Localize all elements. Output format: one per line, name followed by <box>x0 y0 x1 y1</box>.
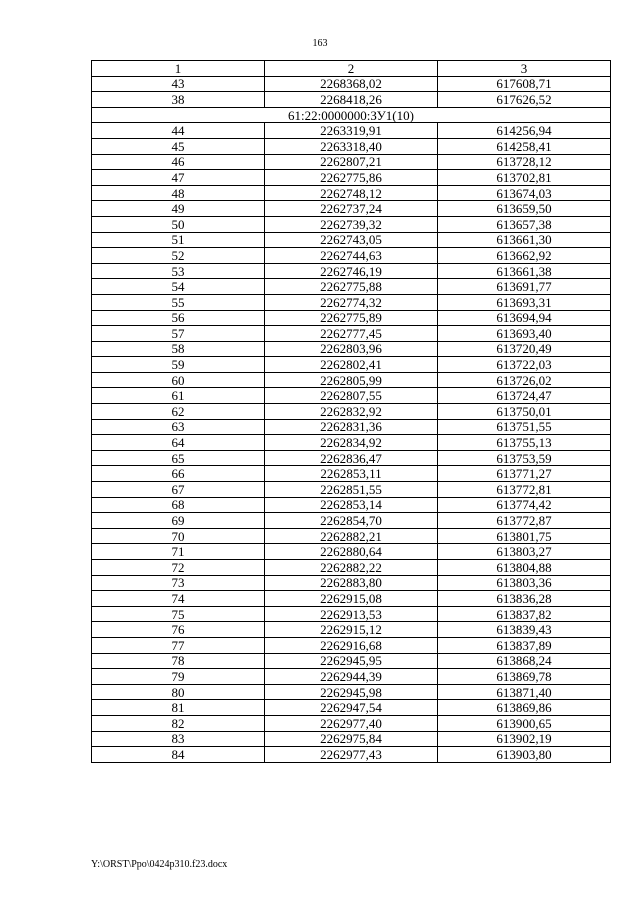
x-coordinate-cell: 2263318,40 <box>265 138 438 154</box>
table-row <box>92 123 611 139</box>
x-coordinate-cell: 2262746,19 <box>265 263 438 279</box>
x-coordinate-cell: 2262916,68 <box>265 637 438 653</box>
point-number-cell: 56 <box>92 310 265 326</box>
x-coordinate-cell: 2262853,14 <box>265 497 438 513</box>
y-coordinate-cell: 613693,31 <box>438 294 611 310</box>
point-number-cell: 68 <box>92 497 265 513</box>
y-coordinate-cell: 613750,01 <box>438 404 611 420</box>
point-number-cell: 59 <box>92 357 265 373</box>
point-number-cell: 52 <box>92 248 265 264</box>
point-number-cell: 79 <box>92 669 265 685</box>
y-coordinate-cell: 613772,81 <box>438 482 611 498</box>
point-number-cell: 74 <box>92 591 265 607</box>
x-coordinate-cell: 2262853,11 <box>265 466 438 482</box>
table-row <box>92 482 611 498</box>
y-coordinate-cell: 613661,30 <box>438 232 611 248</box>
point-number-cell: 65 <box>92 450 265 466</box>
y-coordinate-cell: 613900,65 <box>438 715 611 731</box>
y-coordinate-cell: 613801,75 <box>438 528 611 544</box>
x-coordinate-cell: 2268418,26 <box>265 92 438 108</box>
x-coordinate-cell: 2262913,53 <box>265 606 438 622</box>
x-coordinate-cell: 2263319,91 <box>265 123 438 139</box>
point-number-cell: 43 <box>92 76 265 92</box>
x-coordinate-cell: 2262807,21 <box>265 154 438 170</box>
x-coordinate-cell: 2262977,40 <box>265 715 438 731</box>
y-coordinate-cell: 613804,88 <box>438 560 611 576</box>
point-number-cell: 81 <box>92 700 265 716</box>
table-row <box>92 138 611 154</box>
table-row <box>92 669 611 685</box>
y-coordinate-cell: 613694,94 <box>438 310 611 326</box>
y-coordinate-cell: 613772,87 <box>438 513 611 529</box>
point-number-cell: 72 <box>92 560 265 576</box>
x-coordinate-cell: 2262774,32 <box>265 294 438 310</box>
y-coordinate-cell: 613902,19 <box>438 731 611 747</box>
x-coordinate-cell: 2262915,12 <box>265 622 438 638</box>
coordinates-table <box>91 60 611 763</box>
x-coordinate-cell: 2262915,08 <box>265 591 438 607</box>
y-coordinate-cell: 613755,13 <box>438 435 611 451</box>
y-coordinate-cell: 613693,40 <box>438 326 611 342</box>
table-row <box>92 404 611 420</box>
table-row <box>92 606 611 622</box>
point-number-cell: 49 <box>92 201 265 217</box>
point-number-cell: 62 <box>92 404 265 420</box>
x-coordinate-cell: 2262945,98 <box>265 684 438 700</box>
file-path-footer: Y:\ORST\Ppo\0424p310.f23.docx <box>91 859 228 870</box>
point-number-cell: 83 <box>92 731 265 747</box>
table-row <box>92 341 611 357</box>
x-coordinate-cell: 2262777,45 <box>265 326 438 342</box>
y-coordinate-cell: 613903,80 <box>438 747 611 763</box>
table-row <box>92 263 611 279</box>
y-coordinate-cell: 613751,55 <box>438 419 611 435</box>
point-number-cell: 54 <box>92 279 265 295</box>
table-row <box>92 684 611 700</box>
x-coordinate-cell: 2262882,22 <box>265 560 438 576</box>
point-number-cell: 51 <box>92 232 265 248</box>
point-number-cell: 58 <box>92 341 265 357</box>
table-row <box>92 232 611 248</box>
table-row <box>92 715 611 731</box>
x-coordinate-cell: 2262882,21 <box>265 528 438 544</box>
x-coordinate-cell: 2262739,32 <box>265 216 438 232</box>
point-number-cell: 63 <box>92 419 265 435</box>
page-number: 163 <box>312 38 328 49</box>
table-body <box>92 76 611 762</box>
table-row <box>92 575 611 591</box>
point-number-cell: 70 <box>92 528 265 544</box>
table-header-row <box>92 61 611 77</box>
table-row <box>92 591 611 607</box>
x-coordinate-cell: 2262743,05 <box>265 232 438 248</box>
y-coordinate-cell: 613728,12 <box>438 154 611 170</box>
table-row <box>92 622 611 638</box>
point-number-cell: 77 <box>92 637 265 653</box>
point-number-cell: 47 <box>92 170 265 186</box>
y-coordinate-cell: 613837,82 <box>438 606 611 622</box>
y-coordinate-cell: 613659,50 <box>438 201 611 217</box>
point-number-cell: 73 <box>92 575 265 591</box>
x-coordinate-cell: 2262883,80 <box>265 575 438 591</box>
section-label: 61:22:0000000:ЗУ1(10) <box>92 107 611 123</box>
x-coordinate-cell: 2262836,47 <box>265 450 438 466</box>
y-coordinate-cell: 613661,38 <box>438 263 611 279</box>
point-number-cell: 53 <box>92 263 265 279</box>
y-coordinate-cell: 613724,47 <box>438 388 611 404</box>
table-row <box>92 560 611 576</box>
point-number-cell: 76 <box>92 622 265 638</box>
y-coordinate-cell: 613871,40 <box>438 684 611 700</box>
table-row <box>92 388 611 404</box>
table-row <box>92 310 611 326</box>
y-coordinate-cell: 613839,43 <box>438 622 611 638</box>
point-number-cell: 45 <box>92 138 265 154</box>
x-coordinate-cell: 2262807,55 <box>265 388 438 404</box>
table-row <box>92 653 611 669</box>
y-coordinate-cell: 613774,42 <box>438 497 611 513</box>
y-coordinate-cell: 614256,94 <box>438 123 611 139</box>
point-number-cell: 84 <box>92 747 265 763</box>
y-coordinate-cell: 613691,77 <box>438 279 611 295</box>
y-coordinate-cell: 613803,27 <box>438 544 611 560</box>
table-row <box>92 154 611 170</box>
point-number-cell: 61 <box>92 388 265 404</box>
point-number-cell: 66 <box>92 466 265 482</box>
x-coordinate-cell: 2262744,63 <box>265 248 438 264</box>
table-row <box>92 326 611 342</box>
point-number-cell: 71 <box>92 544 265 560</box>
table-row <box>92 279 611 295</box>
point-number-cell: 82 <box>92 715 265 731</box>
table-row <box>92 637 611 653</box>
point-number-cell: 64 <box>92 435 265 451</box>
x-coordinate-cell: 2262737,24 <box>265 201 438 217</box>
y-coordinate-cell: 613869,78 <box>438 669 611 685</box>
x-coordinate-cell: 2262834,92 <box>265 435 438 451</box>
y-coordinate-cell: 613837,89 <box>438 637 611 653</box>
x-coordinate-cell: 2262775,89 <box>265 310 438 326</box>
x-coordinate-cell: 2262945,95 <box>265 653 438 669</box>
y-coordinate-cell: 613869,86 <box>438 700 611 716</box>
y-coordinate-cell: 613657,38 <box>438 216 611 232</box>
y-coordinate-cell: 613722,03 <box>438 357 611 373</box>
point-number-cell: 67 <box>92 482 265 498</box>
point-number-cell: 48 <box>92 185 265 201</box>
table-row <box>92 248 611 264</box>
y-coordinate-cell: 617626,52 <box>438 92 611 108</box>
x-coordinate-cell: 2262944,39 <box>265 669 438 685</box>
point-number-cell: 78 <box>92 653 265 669</box>
table-row <box>92 497 611 513</box>
point-number-cell: 75 <box>92 606 265 622</box>
point-number-cell: 55 <box>92 294 265 310</box>
table-row <box>92 76 611 92</box>
y-coordinate-cell: 613803,36 <box>438 575 611 591</box>
x-coordinate-cell: 2262851,55 <box>265 482 438 498</box>
x-coordinate-cell: 2262832,92 <box>265 404 438 420</box>
table-row <box>92 372 611 388</box>
y-coordinate-cell: 613726,02 <box>438 372 611 388</box>
table-row <box>92 513 611 529</box>
table-row <box>92 170 611 186</box>
header-cell-point: 1 <box>92 61 265 77</box>
header-cell-y: 3 <box>438 61 611 77</box>
table-row <box>92 544 611 560</box>
table-row <box>92 528 611 544</box>
x-coordinate-cell: 2268368,02 <box>265 76 438 92</box>
table-row <box>92 466 611 482</box>
point-number-cell: 46 <box>92 154 265 170</box>
table-row <box>92 419 611 435</box>
table-row <box>92 201 611 217</box>
y-coordinate-cell: 613753,59 <box>438 450 611 466</box>
table-section-row <box>92 107 611 123</box>
x-coordinate-cell: 2262805,99 <box>265 372 438 388</box>
y-coordinate-cell: 613720,49 <box>438 341 611 357</box>
point-number-cell: 80 <box>92 684 265 700</box>
x-coordinate-cell: 2262775,86 <box>265 170 438 186</box>
point-number-cell: 44 <box>92 123 265 139</box>
y-coordinate-cell: 613836,28 <box>438 591 611 607</box>
table-row <box>92 92 611 108</box>
point-number-cell: 50 <box>92 216 265 232</box>
table-row <box>92 357 611 373</box>
y-coordinate-cell: 613868,24 <box>438 653 611 669</box>
y-coordinate-cell: 613674,03 <box>438 185 611 201</box>
table-row <box>92 700 611 716</box>
y-coordinate-cell: 614258,41 <box>438 138 611 154</box>
point-number-cell: 57 <box>92 326 265 342</box>
point-number-cell: 38 <box>92 92 265 108</box>
point-number-cell: 69 <box>92 513 265 529</box>
table-row <box>92 731 611 747</box>
x-coordinate-cell: 2262803,96 <box>265 341 438 357</box>
x-coordinate-cell: 2262831,36 <box>265 419 438 435</box>
y-coordinate-cell: 613771,27 <box>438 466 611 482</box>
table-row <box>92 747 611 763</box>
table-row <box>92 450 611 466</box>
table-row <box>92 185 611 201</box>
y-coordinate-cell: 613662,92 <box>438 248 611 264</box>
header-cell-x: 2 <box>265 61 438 77</box>
x-coordinate-cell: 2262977,43 <box>265 747 438 763</box>
y-coordinate-cell: 617608,71 <box>438 76 611 92</box>
x-coordinate-cell: 2262748,12 <box>265 185 438 201</box>
x-coordinate-cell: 2262880,64 <box>265 544 438 560</box>
y-coordinate-cell: 613702,81 <box>438 170 611 186</box>
table-row <box>92 216 611 232</box>
point-number-cell: 60 <box>92 372 265 388</box>
x-coordinate-cell: 2262802,41 <box>265 357 438 373</box>
table-row <box>92 294 611 310</box>
table-row <box>92 435 611 451</box>
x-coordinate-cell: 2262947,54 <box>265 700 438 716</box>
x-coordinate-cell: 2262854,70 <box>265 513 438 529</box>
x-coordinate-cell: 2262975,84 <box>265 731 438 747</box>
x-coordinate-cell: 2262775,88 <box>265 279 438 295</box>
